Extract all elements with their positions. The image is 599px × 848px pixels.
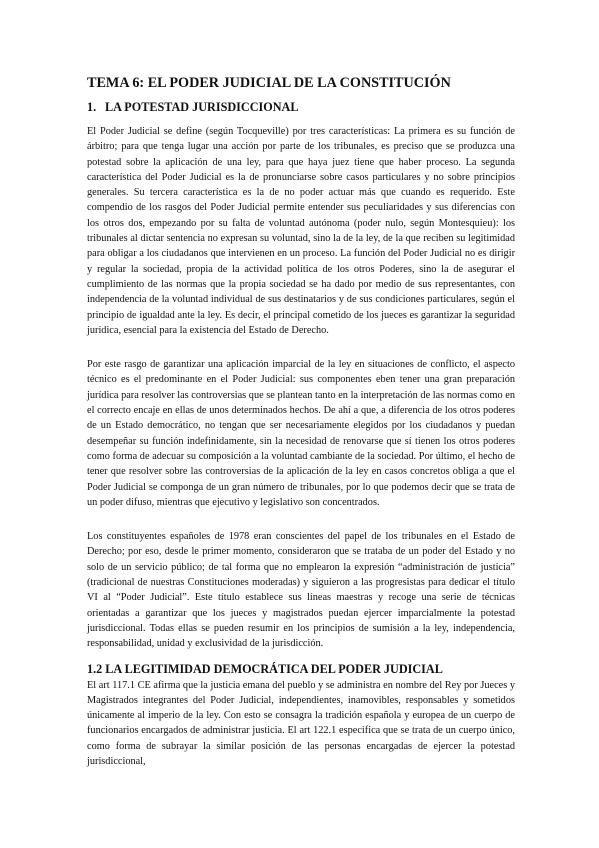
document-title: TEMA 6: EL PODER JUDICIAL DE LA CONSTITUCIÓN	[87, 75, 451, 91]
section-heading-legitimidad: 1.2 LA LEGITIMIDAD DEMOCRÁTICA DEL PODER JUDICIAL	[87, 661, 443, 676]
section-heading-potestad	[87, 100, 515, 115]
section-number: 1.	[87, 100, 97, 114]
section-heading-text: LA POTESTAD JURISDICCIONAL	[105, 100, 299, 114]
paragraph-2: Por este rasgo de garantizar una aplicación imparcial de la ley en situaciones de conflicto, el aspecto técnico es el predominante en el Poder Judicial: sus componentes eben tener una gran preparación jurídica para resolver las controversias que se plantean tanto en la interpretación de las normas como en el correcto encaje en ellas de unos determinados hechos. De ahí a que, a diferencia de los otros poderes de un Estado democrático, no tengan que ser necesariamente elegidos por los ciudadanos y puedan desempeñar su función indefinidamente, sin la necesidad de renovarse que sí tienen los otros poderes como forma de adecuar su composición a la voluntad cambiante de la sociedad. Por último, el hecho de tener que resolver sobre las controversias de la aplicación de la ley en casos concretos obliga a que el Poder Judicial se componga de un gran número de tribunales, por lo que podemos decir que se trata de un poder difuso, mientras que ejecutivo y legislativo son concentrados.	[87, 359, 515, 508]
paragraph-1: El Poder Judicial se define (según Tocqueville) por tres características: La primera es su función de árbitro; para que tenga lugar una acción por parte de los tribunales, es preciso que se produzca una potestad sobre la aplicación de una ley, para que haya juez tiene que haber proceso. La segunda característica del Poder Judicial es la de pronunciarse sobre casos particulares y no sobre principios generales. Su tercera característica es la de no poder actuar más que cuando es requerido. Este compendio de los rasgos del Poder Judicial permite entender sus peculiaridades y sus diferencias con los otros dos, empezando por su falta de voluntad autónoma (poder nulo, según Montesquieu): los tribunales al dictar sentencia no expresan su voluntad, sino la de la ley, de la que reciben su legitimidad para obligar a los ciudadanos que intervienen en un proceso. La función del Poder Judicial no es dirigir y regular la sociedad, propia de la actividad política de los otros Poderes, sino la de asegurar el cumplimiento de las normas que la propia sociedad se ha dado por medio de sus representantes, con independencia de la voluntad individual de sus destinatarios y de sus condiciones particulares, según el principio de igualdad ante la ley. Es decir, el principal cometido de los jueces es garantizar la seguridad jurídica, esencial para la existencia del Estado de Derecho.	[87, 126, 515, 336]
paragraph-3: Los constituyentes españoles de 1978 eran conscientes del papel de los tribunales en el Estado de Derecho; por eso, desde le primer momento, consideraron que se trataba de un poder del Estado y no solo de un servicio público; de tal forma que no emplearon la expresión “administración de justicia” (tradicional de nuestras Constituciones moderadas) y siguieron a las progresistas para dedicar el título VI al “Poder Judicial”. Este título establece sus líneas maestras y recoge una serie de técnicas orientadas a garantizar que los jueces y magistrados puedan ejercer imparcialmente la potestad jurisdiccional. Todas ellas se pueden resumir en los principios de sumisión a la ley, independencia, responsabilidad, unidad y exclusividad de la jurisdicción.	[87, 531, 515, 650]
paragraph-4: El art 117.1 CE afirma que la justicia emana del pueblo y se administra en nombre del Rey por Jueces y Magistrados integrantes del Poder Judicial, independientes, inamovibles, responsables y sometidos únicamente al imperio de la ley. Con esto se consagra la tradición española y europea de un cuerpo de funcionarios encargados de administrar justicia. El art 122.1 especifica que se trata de un cuerpo único, como forma de subrayar la similar posición de las personas encargadas de ejercer la potestad jurisdiccional,	[87, 679, 515, 767]
document-page	[87, 74, 515, 769]
